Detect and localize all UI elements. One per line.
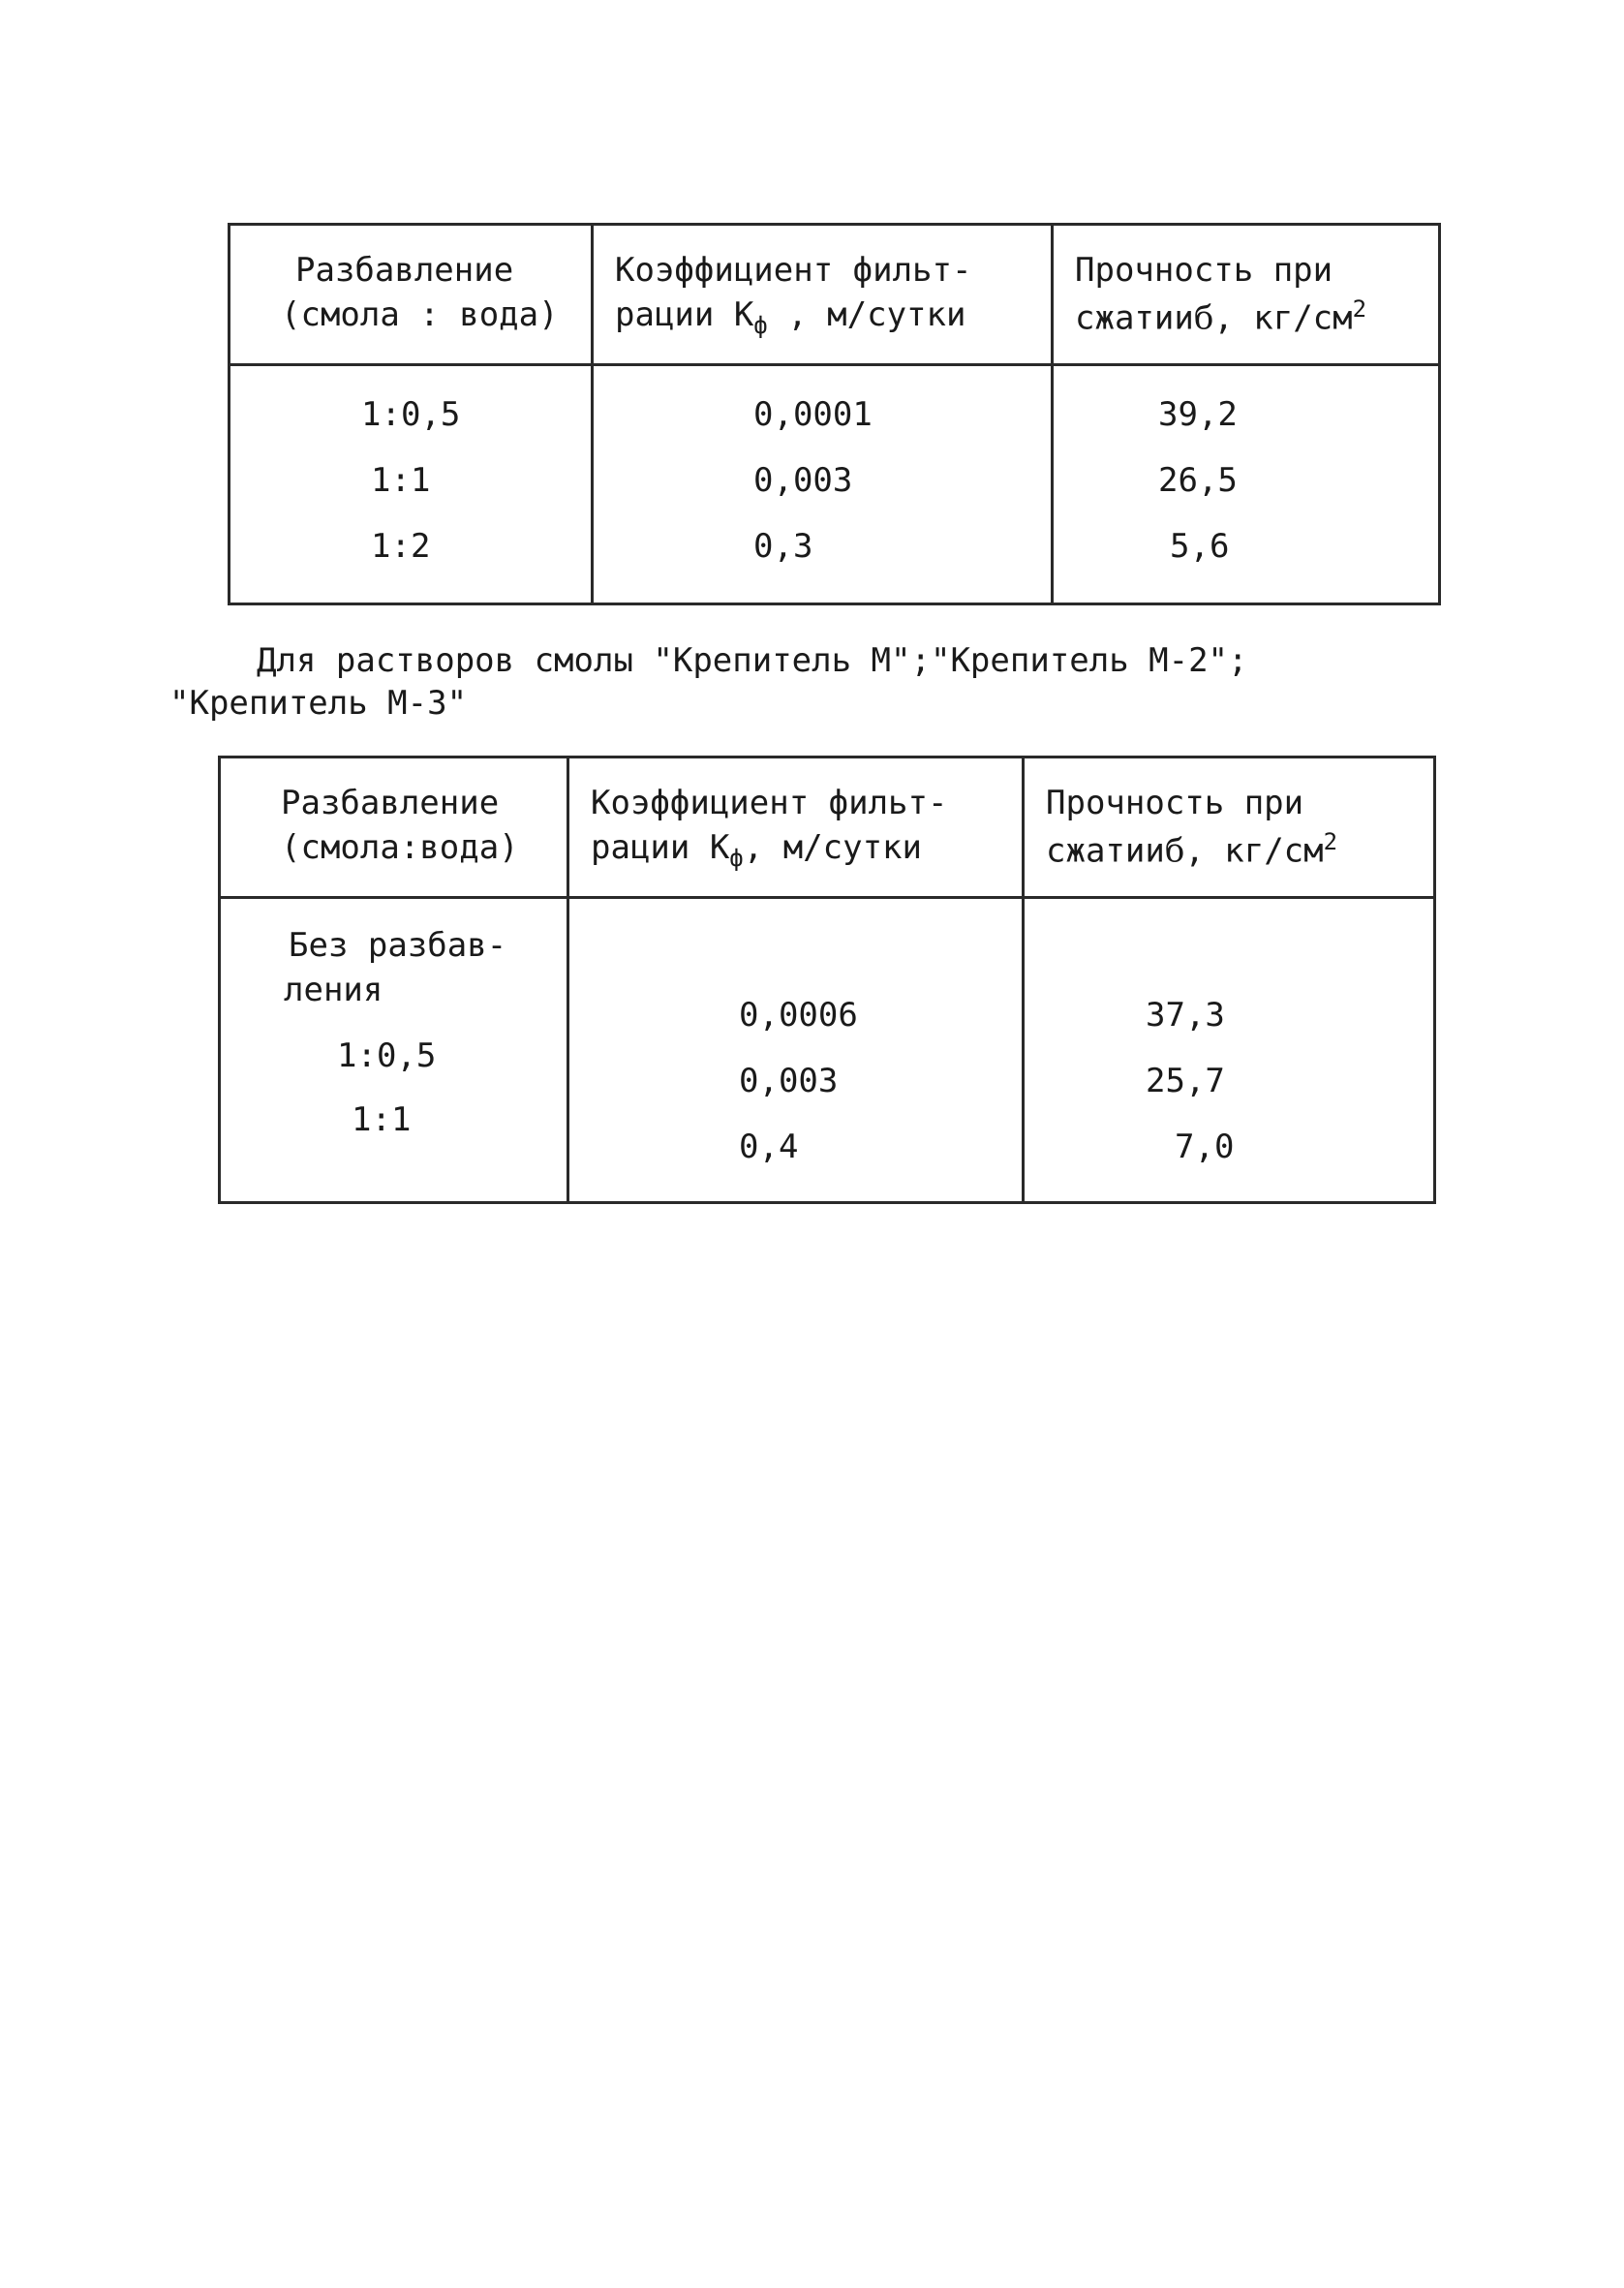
- column-kf: [593, 365, 1053, 604]
- column-dilution: [220, 898, 568, 1203]
- header-filtration-coefficient: [593, 225, 1053, 365]
- cell-strength: 37,3: [1146, 996, 1225, 1035]
- header-kf-line1: Коэффициент фильт-: [615, 251, 972, 290]
- cell-spacer: [569, 924, 1022, 973]
- header-strength-unit: , кг/см: [1184, 831, 1324, 871]
- header-filtration-coefficient: [568, 758, 1024, 898]
- table-dilution-krepitel: [218, 756, 1436, 1204]
- column-dilution: [230, 365, 593, 604]
- caption-line2: "Крепитель М-3": [169, 684, 468, 724]
- table-body-row: [230, 365, 1440, 604]
- header-kf-line2: [615, 294, 1037, 341]
- header-dilution-line2: (смола:вода): [281, 827, 519, 867]
- table-header-row: [230, 225, 1440, 365]
- cell-strength: 5,6: [1170, 526, 1230, 566]
- header-strength-word: сжатии: [1046, 831, 1165, 871]
- cell-kf: 0,003: [753, 460, 853, 500]
- caption-line1: Для растворов смолы "Крепитель М";"Крепитель М-2";: [257, 641, 1248, 680]
- header-compressive-strength: [1053, 225, 1440, 365]
- header-dilution: [230, 225, 593, 365]
- cell-kf: 0,4: [739, 1127, 799, 1166]
- header-kf-symbol: рации К: [615, 294, 754, 334]
- header-kf-subscript: ф: [729, 844, 744, 872]
- column-kf: [568, 898, 1024, 1203]
- header-kf-line1: Коэффициент фильт-: [591, 784, 948, 822]
- cell-kf: 0,003: [739, 1061, 839, 1100]
- cell-dilution: 1:2: [371, 526, 431, 566]
- column-strength: [1053, 365, 1440, 604]
- cell-dilution: 1:1: [371, 460, 431, 500]
- header-kf-line2: [591, 826, 1008, 874]
- header-dilution: [220, 758, 568, 898]
- table-header-row: [220, 758, 1435, 898]
- header-strength-line2: [1046, 826, 1420, 874]
- header-kf-unit: , м/сутки: [767, 294, 966, 334]
- cell-strength: 7,0: [1175, 1127, 1235, 1166]
- cell-kf: 0,0006: [739, 996, 858, 1035]
- table-dilution-resin: [228, 223, 1441, 605]
- cell-strength: 25,7: [1146, 1061, 1225, 1100]
- cell-kf: 0,0001: [753, 395, 873, 434]
- sigma-symbol: б: [1193, 298, 1214, 338]
- cell-spacer: [1025, 924, 1433, 973]
- column-strength: [1024, 898, 1435, 1203]
- header-strength-line1: Прочность при: [1075, 251, 1333, 290]
- header-strength-unit: , кг/см: [1213, 298, 1353, 338]
- header-kf-symbol: рации К: [591, 827, 730, 867]
- sigma-symbol: б: [1164, 831, 1185, 871]
- cell-strength: 26,5: [1158, 460, 1238, 500]
- header-strength-exponent: 2: [1323, 827, 1338, 855]
- header-strength-exponent: 2: [1352, 294, 1367, 323]
- header-dilution-line1: Разбавление: [281, 784, 500, 822]
- header-kf-unit: , м/сутки: [743, 827, 922, 867]
- header-strength-line2: [1075, 294, 1425, 341]
- header-compressive-strength: [1024, 758, 1435, 898]
- cell-dilution-line1: Без разбав-: [289, 926, 507, 965]
- cell-strength: 39,2: [1158, 395, 1238, 434]
- header-kf-subscript: ф: [753, 311, 768, 339]
- cell-kf: 0,3: [753, 526, 813, 566]
- cell-dilution-line2: ления: [284, 970, 383, 1009]
- cell-dilution: 1:0,5: [361, 395, 461, 434]
- header-dilution-line1: Разбавление: [295, 251, 514, 290]
- header-strength-line1: Прочность при: [1046, 784, 1304, 822]
- header-dilution-line2: (смола : вода): [281, 294, 559, 334]
- cell-dilution: 1:1: [352, 1099, 412, 1139]
- header-strength-word: сжатии: [1075, 298, 1194, 338]
- table-body-row: [220, 898, 1435, 1203]
- caption-resin-solutions: [169, 639, 1428, 725]
- cell-dilution: 1:0,5: [337, 1036, 437, 1075]
